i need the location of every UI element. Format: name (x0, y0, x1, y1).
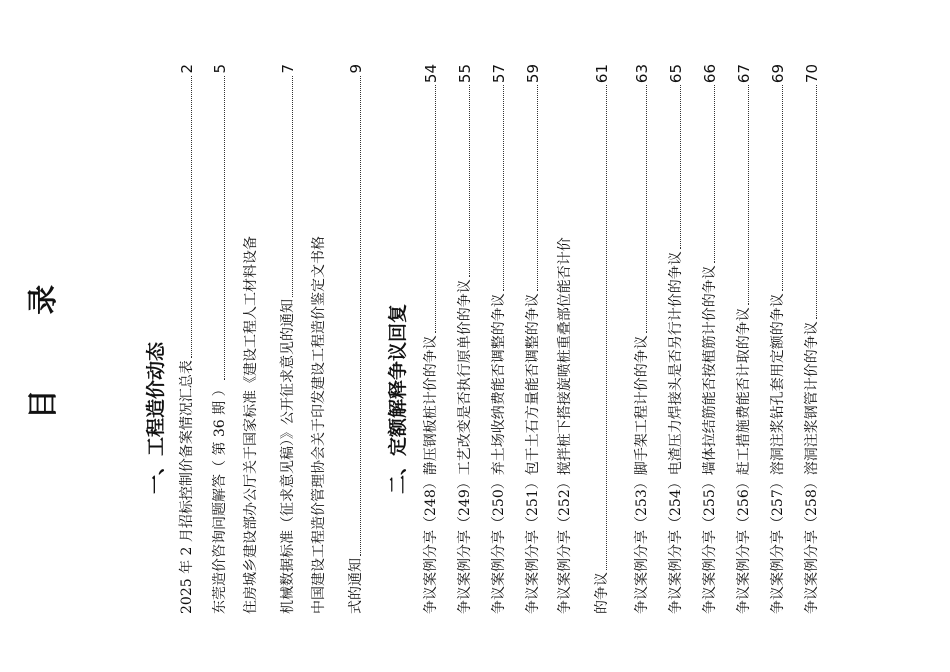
leader-dots (360, 76, 361, 556)
leader-dots (782, 85, 783, 291)
toc-entry-text: 式的通知 (348, 558, 364, 614)
toc-entry-page: 9 (347, 64, 365, 74)
toc-entry[interactable] (205, 64, 229, 614)
leader-dots (606, 85, 607, 570)
toc-entry[interactable] (797, 64, 821, 614)
leader-dots (748, 85, 749, 305)
toc-entry-text: 争议案例分享（250）弃土场收纳费能否调整的争议 (491, 293, 507, 614)
leader-dots (680, 85, 681, 249)
toc-entry[interactable] (661, 64, 685, 614)
leader-dots (816, 85, 817, 319)
toc-entry[interactable] (341, 64, 365, 614)
toc-entry-text: 2025 年 2 月招标控制价备案情况汇总表 (179, 360, 195, 614)
toc-entry[interactable] (695, 64, 719, 614)
toc-entry[interactable] (273, 64, 297, 614)
toc-entry-text: 争议案例分享（254）电渣压力焊接头是否另行计价的争议 (668, 251, 684, 614)
toc-entry-text: 东莞造价咨询问题解答（ 第 36 期 ） (212, 382, 228, 614)
toc-entry-page: 59 (524, 64, 542, 84)
toc-entry-text: 的争议 (594, 572, 610, 614)
section-heading: 二、定额解释争议回复 (387, 303, 409, 494)
toc-entry[interactable] (518, 64, 542, 614)
toc-entry[interactable] (627, 64, 651, 614)
leader-dots (646, 85, 647, 333)
toc-entry[interactable] (172, 64, 196, 614)
toc-entry-page: 54 (422, 64, 440, 84)
leader-dots (469, 85, 470, 277)
toc-entry[interactable] (587, 64, 611, 614)
toc-entry[interactable] (484, 64, 508, 614)
toc-entry-line[interactable]: 中国建设工程造价管理协会关于印发建设工程造价鉴定文书格 (311, 236, 327, 614)
leader-dots (435, 85, 436, 333)
toc-entry-page: 7 (279, 64, 297, 74)
leader-dots (503, 85, 504, 291)
toc-entry-text: 争议案例分享（257）溶洞注浆钻孔套用定额的争议 (770, 293, 786, 614)
toc-entry-page: 65 (667, 64, 685, 84)
toc-entry-page: 5 (211, 64, 229, 74)
toc-entry-page: 69 (769, 64, 787, 84)
toc-title: 目 录 (26, 252, 61, 420)
toc-entry-text: 争议案例分享（256）赶工措施费能否计取的争议 (736, 307, 752, 614)
toc-entry-text: 争议案例分享（253）脚手架工程计价的争议 (634, 335, 650, 614)
toc-entry-page: 70 (803, 64, 821, 84)
leader-dots (537, 85, 538, 291)
toc-entry-page: 63 (633, 64, 651, 84)
toc-entry-page: 67 (735, 64, 753, 84)
toc-entry[interactable] (763, 64, 787, 614)
toc-entry-page: 66 (701, 64, 719, 84)
toc-entry-text: 争议案例分享（251）包干土石方量能否调整的争议 (525, 293, 541, 614)
toc-entry-line[interactable]: 住房城乡建设部办公厅关于国家标准《建设工程人工材料设备 (243, 236, 259, 614)
toc-entry-text: 争议案例分享（255）墙体拉结筋能否按植筋计价的争议 (702, 265, 718, 614)
toc-entry-line[interactable]: 争议案例分享（252）搅拌桩下搭接旋喷桩重叠部位能否计价 (557, 237, 573, 614)
leader-dots (224, 76, 225, 381)
toc-entry-text: 机械数据标准（征求意见稿）》公开征求意见的通知 (280, 299, 296, 614)
toc-entry[interactable] (729, 64, 753, 614)
toc-entry-text: 争议案例分享（248）静压钢板桩计价的争议 (423, 335, 439, 614)
toc-entry-page: 2 (178, 64, 196, 74)
toc-entry-text: 争议案例分享（249）工艺改变是否执行原单价的争议 (457, 279, 473, 614)
toc-entry-page: 57 (490, 64, 508, 84)
leader-dots (191, 76, 192, 359)
toc-entry[interactable] (416, 64, 440, 614)
leader-dots (292, 76, 293, 297)
toc-entry[interactable] (450, 64, 474, 614)
leader-dots (714, 85, 715, 263)
toc-entry-page: 61 (593, 64, 611, 84)
toc-entry-text: 争议案例分享（258）溶洞注浆钢管计价的争议 (804, 321, 820, 614)
toc-entry-page: 55 (456, 64, 474, 84)
section-heading: 一、工程造价动态 (145, 341, 167, 494)
